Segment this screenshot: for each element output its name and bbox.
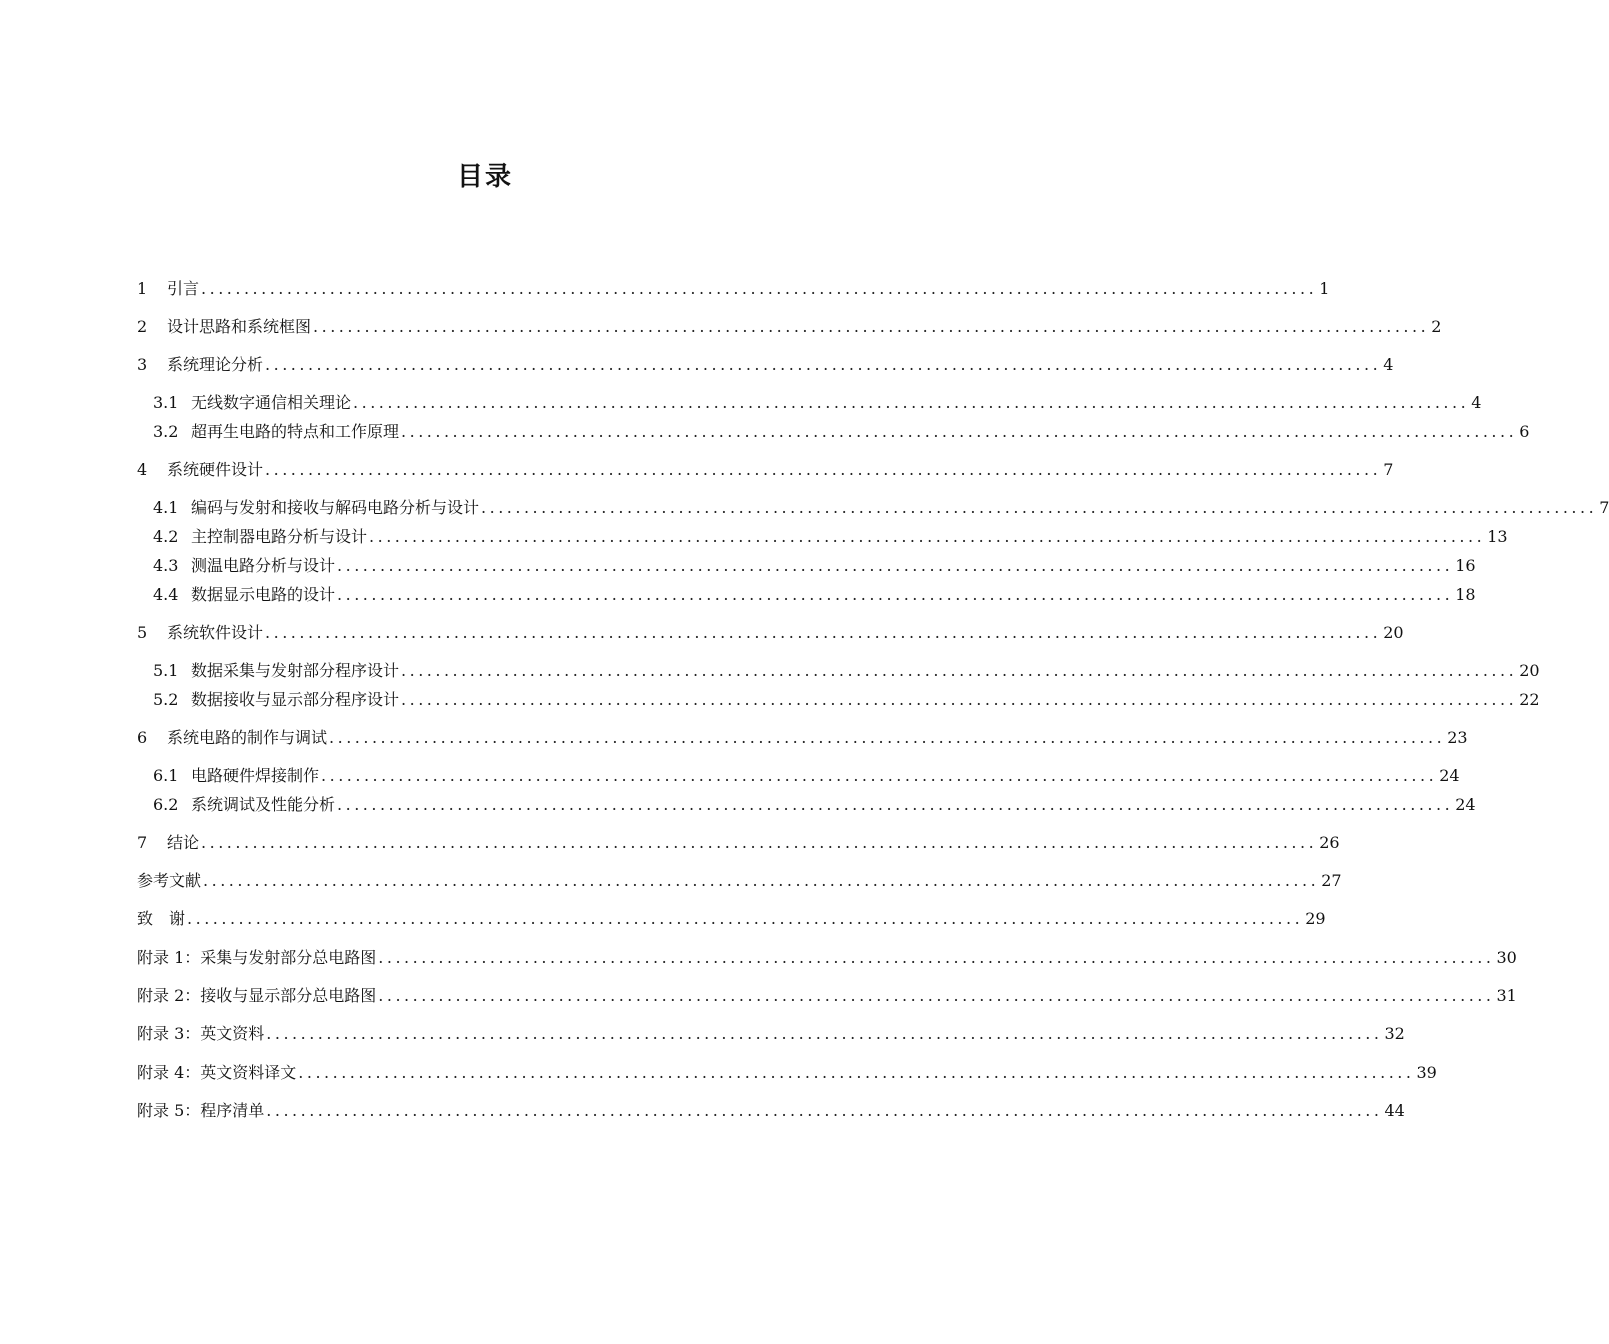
- toc-entry[interactable]: [137, 277, 1330, 301]
- toc-leader-dots: ..................................................................................................................................: [369, 527, 1486, 546]
- toc-entry-page: 4: [1383, 355, 1394, 374]
- toc-entry-title: 数据接收与显示部分程序设计: [191, 690, 400, 709]
- toc-entry-number: 4: [137, 460, 148, 479]
- toc-entry-page: 44: [1384, 1101, 1405, 1120]
- toc-entry-page: 4: [1471, 393, 1482, 412]
- toc-entry-page: 1: [1319, 279, 1330, 298]
- toc-entry-page: 39: [1416, 1063, 1437, 1082]
- toc-leader-dots: ..................................................................................................................................: [313, 317, 1430, 336]
- toc-entry[interactable]: [137, 984, 1517, 1008]
- toc-entry-page: 20: [1383, 623, 1404, 642]
- toc-entry-page: 18: [1455, 585, 1476, 604]
- toc-entry-page: 24: [1455, 795, 1476, 814]
- toc-entry-number: 7: [137, 833, 148, 852]
- toc-entry-page: 29: [1305, 909, 1326, 928]
- toc-entry[interactable]: [153, 420, 1530, 444]
- toc-entry[interactable]: [153, 583, 1476, 607]
- toc-entry-title: 主控制器电路分析与设计: [191, 527, 368, 546]
- toc-entry[interactable]: [137, 907, 1326, 931]
- toc-leader-dots: ..................................................................................................................................: [266, 1024, 1383, 1043]
- toc-leader-dots: ..................................................................................................................................: [337, 556, 1454, 575]
- toc-leader-dots: ..................................................................................................................................: [378, 948, 1495, 967]
- toc-entry[interactable]: [137, 621, 1404, 645]
- toc-entry-number: 3.1: [153, 393, 179, 412]
- toc-entry-number: 4.4: [153, 585, 179, 604]
- toc-entry-page: 27: [1321, 871, 1342, 890]
- toc-entry-number: 5: [137, 623, 148, 642]
- toc-entry-title: 附录 4：英文资料译文: [137, 1063, 297, 1082]
- toc-entry[interactable]: [137, 1099, 1405, 1123]
- toc-leader-dots: ..................................................................................................................................: [321, 766, 1438, 785]
- toc-leader-dots: ..................................................................................................................................: [266, 1101, 1383, 1120]
- toc-entry[interactable]: [137, 946, 1517, 970]
- toc-entry-title: 结论: [167, 833, 200, 852]
- toc-entry-page: 31: [1496, 986, 1517, 1005]
- toc-entry-number: 4.2: [153, 527, 179, 546]
- toc-entry-title: 数据显示电路的设计: [191, 585, 336, 604]
- toc-leader-dots: ..................................................................................................................................: [203, 871, 1320, 890]
- toc-entry-title: 引言: [167, 279, 200, 298]
- toc-entry-title: 参考文献: [137, 871, 202, 890]
- toc-entry-title: 系统软件设计: [167, 623, 264, 642]
- toc-entry-number: 6: [137, 728, 148, 747]
- toc-entry[interactable]: [153, 793, 1476, 817]
- toc-entry[interactable]: [153, 525, 1508, 549]
- toc-entry[interactable]: [137, 726, 1468, 750]
- toc-entry-title: 附录 5：程序清单: [137, 1101, 265, 1120]
- toc-leader-dots: ..................................................................................................................................: [401, 661, 1518, 680]
- toc-entry-page: 23: [1447, 728, 1468, 747]
- toc-entry-page: 16: [1455, 556, 1476, 575]
- toc-entry-title: 数据采集与发射部分程序设计: [191, 661, 400, 680]
- toc-leader-dots: ..................................................................................................................................: [337, 585, 1454, 604]
- toc-entry-page: 6: [1519, 422, 1530, 441]
- toc-entry-number: 2: [137, 317, 148, 336]
- toc-entry[interactable]: [137, 1022, 1405, 1046]
- toc-leader-dots: ..................................................................................................................................: [401, 690, 1518, 709]
- toc-entry[interactable]: [153, 659, 1540, 683]
- toc-entry-page: 30: [1496, 948, 1517, 967]
- toc-entry-title: 系统硬件设计: [167, 460, 264, 479]
- toc-entry-number: 3: [137, 355, 148, 374]
- toc-entry-title: 无线数字通信相关理论: [191, 393, 352, 412]
- toc-leader-dots: ..................................................................................................................................: [353, 393, 1470, 412]
- toc-leader-dots: ..................................................................................................................................: [337, 795, 1454, 814]
- toc-leader-dots: ..................................................................................................................................: [378, 986, 1495, 1005]
- toc-leader-dots: ..................................................................................................................................: [298, 1063, 1415, 1082]
- toc-entry-page: 26: [1319, 833, 1340, 852]
- toc-entry-page: 7: [1383, 460, 1394, 479]
- toc-entry-number: 6.2: [153, 795, 179, 814]
- toc-leader-dots: ..................................................................................................................................: [265, 623, 1382, 642]
- toc-entry-title: 附录 3：英文资料: [137, 1024, 265, 1043]
- toc-entry[interactable]: [153, 554, 1476, 578]
- toc-entry-title: 测温电路分析与设计: [191, 556, 336, 575]
- toc-entry-page: 13: [1487, 527, 1508, 546]
- toc-entry-number: 4.3: [153, 556, 179, 575]
- toc-entry[interactable]: [137, 315, 1442, 339]
- toc-entry-title: 附录 1：采集与发射部分总电路图: [137, 948, 377, 967]
- toc-entry-number: 1: [137, 279, 148, 298]
- toc-entry-title: 超再生电路的特点和工作原理: [191, 422, 400, 441]
- toc-entry-title: 电路硬件焊接制作: [191, 766, 320, 785]
- toc-entry-page: 22: [1519, 690, 1540, 709]
- toc-leader-dots: ..................................................................................................................................: [187, 909, 1304, 928]
- toc-entry-number: 3.2: [153, 422, 179, 441]
- page-title: 目录: [456, 162, 513, 192]
- toc-entry[interactable]: [137, 353, 1394, 377]
- toc-entry-number: 5.2: [153, 690, 179, 709]
- toc-entry-page: 7: [1599, 498, 1609, 517]
- toc-entry-title: 编码与发射和接收与解码电路分析与设计: [191, 498, 480, 517]
- toc-entry-number: 4.1: [153, 498, 179, 517]
- toc-entry-title: 设计思路和系统框图: [167, 317, 312, 336]
- toc-entry[interactable]: [153, 764, 1460, 788]
- toc-leader-dots: ..................................................................................................................................: [481, 498, 1598, 517]
- toc-entry-page: 32: [1384, 1024, 1405, 1043]
- toc-leader-dots: ..................................................................................................................................: [201, 279, 1318, 298]
- toc-entry[interactable]: [153, 688, 1540, 712]
- toc-leader-dots: ..................................................................................................................................: [201, 833, 1318, 852]
- toc-entry[interactable]: [137, 831, 1340, 855]
- toc-leader-dots: ..................................................................................................................................: [265, 460, 1382, 479]
- toc-entry-title: 系统调试及性能分析: [191, 795, 336, 814]
- toc-entry-page: 20: [1519, 661, 1540, 680]
- toc-entry-number: 5.1: [153, 661, 179, 680]
- toc-entry[interactable]: [153, 391, 1482, 415]
- toc-entry-title: 系统理论分析: [167, 355, 264, 374]
- toc-entry-title: 附录 2：接收与显示部分总电路图: [137, 986, 377, 1005]
- toc-leader-dots: ..................................................................................................................................: [265, 355, 1382, 374]
- toc-entry-page: 2: [1431, 317, 1442, 336]
- toc-entry-title: 致 谢: [137, 909, 186, 928]
- toc-entry[interactable]: [137, 458, 1394, 482]
- toc-entry-page: 24: [1439, 766, 1460, 785]
- toc-entry[interactable]: [137, 1061, 1437, 1085]
- toc-entry-title: 系统电路的制作与调试: [167, 728, 328, 747]
- toc-leader-dots: ..................................................................................................................................: [401, 422, 1518, 441]
- toc-entry[interactable]: [137, 869, 1342, 893]
- toc-entry[interactable]: [153, 496, 1609, 520]
- toc-entry-number: 6.1: [153, 766, 179, 785]
- toc-leader-dots: ..................................................................................................................................: [329, 728, 1446, 747]
